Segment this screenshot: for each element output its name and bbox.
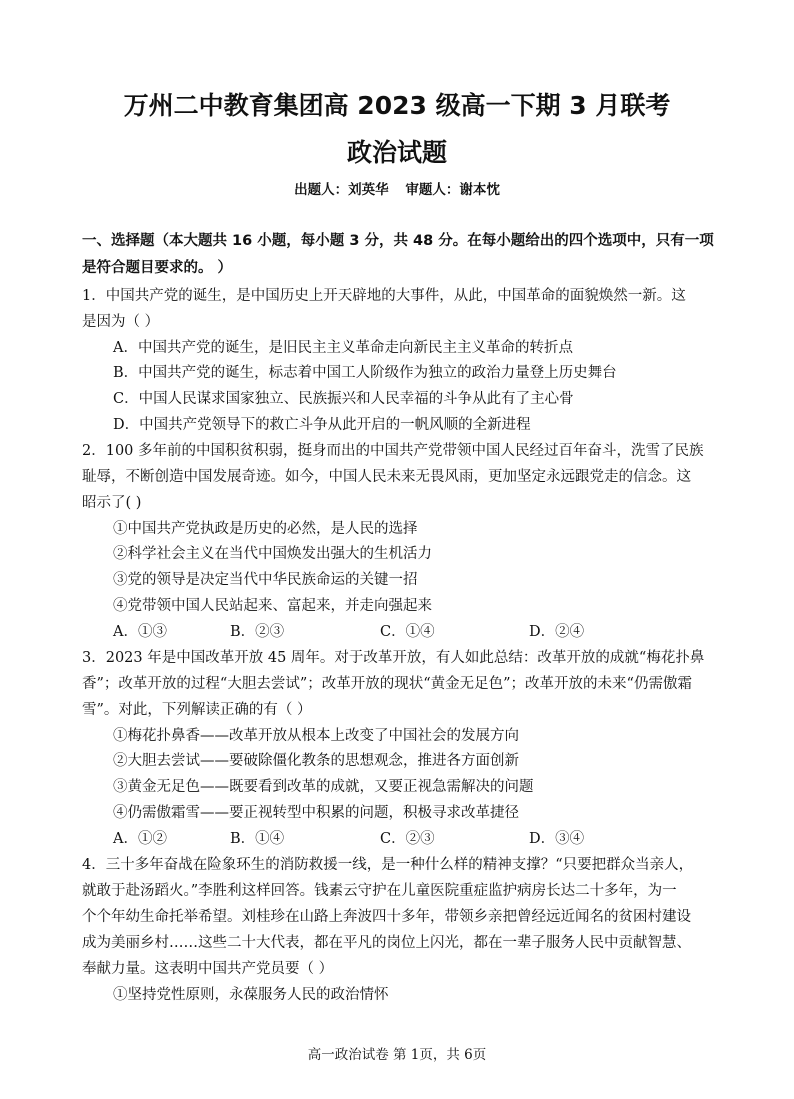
exam-authors bbox=[0, 178, 794, 198]
q3-statement-3: ③黄金无足色——既要看到改革的成就，又要正视急需解决的问题 bbox=[113, 779, 534, 795]
q3-stem-line-3: 雪”。对此，下列解读正确的有（ ） bbox=[82, 702, 312, 718]
q1-option-b: B．中国共产党的诞生，标志着中国工人阶级作为独立的政治力量登上历史舞台 bbox=[113, 365, 617, 381]
exam-subtitle: 政治试题 bbox=[346, 138, 447, 167]
q2-choice-b: B．②③ bbox=[230, 624, 285, 640]
q4-statement-1: ①坚持党性原则，永葆服务人民的政治情怀 bbox=[113, 987, 389, 1003]
q1-option-a: A．中国共产党的诞生，是旧民主主义革命走向新民主主义革命的转折点 bbox=[113, 340, 573, 356]
q4-stem-line-2: 就敢于赴汤蹈火。”李胜利这样回答。钱素云守护在儿童医院重症监护病房长达二十多年，为一 bbox=[82, 883, 677, 899]
q1-stem-line-1: 1．中国共产党的诞生，是中国历史上开天辟地的大事件，从此，中国革命的面貌焕然一新。这 bbox=[82, 288, 686, 304]
q1-option-c: C．中国人民谋求国家独立、民族振兴和人民幸福的斗争从此有了主心骨 bbox=[113, 391, 574, 407]
q4-stem-line-4: 成为美丽乡村……这些二十大代表，都在平凡的岗位上闪光，都在一辈子服务人民中贡献智慧、 bbox=[82, 935, 691, 951]
section-heading-line-1: 一、选择题（本大题共 16 小题，每小题 3 分，共 48 分。在每小题给出的四个选项中，只有一项 bbox=[82, 233, 714, 249]
q4-stem-line-3: 个个年幼生命托举希望。刘桂珍在山路上奔波四十多年，带领乡亲把曾经远近闻名的贫困村建设 bbox=[82, 909, 691, 925]
q3-statement-2: ②大胆去尝试——要破除僵化教条的思想观念，推进各方面创新 bbox=[113, 753, 519, 769]
q2-stem-line-2: 耻辱，不断创造中国发展奇迹。如今，中国人民未来无畏风雨，更加坚定永远跟党走的信念。这 bbox=[82, 469, 691, 485]
q1-option-d: D．中国共产党领导下的救亡斗争从此开启的一帆风顺的全新进程 bbox=[113, 417, 531, 433]
q3-choice-b: B．①④ bbox=[230, 831, 285, 847]
q2-choice-a: A．①③ bbox=[113, 624, 167, 640]
q2-stem-line-1: 2．100 多年前的中国积贫积弱，挺身而出的中国共产党带领中国人民经过百年奋斗，洗雪了民族 bbox=[82, 443, 704, 459]
q2-choice-c: C．①④ bbox=[380, 624, 435, 640]
reviewer-label: 审题人：谢本忱 bbox=[405, 182, 500, 198]
q2-choice-d: D．②④ bbox=[529, 624, 585, 640]
q3-stem-line-1: 3．2023 年是中国改革开放 45 周年。对于改革开放，有人如此总结：改革开放的成就“梅花扑鼻 bbox=[82, 650, 705, 666]
q3-statement-4: ④仍需傲霜雪——要正视转型中积累的问题，积极寻求改革捷径 bbox=[113, 805, 519, 821]
q4-stem-line-1: 4．三十多年奋战在险象环生的消防救援一线，是一种什么样的精神支撑？“只要把群众当亲人， bbox=[82, 857, 694, 873]
q3-choice-d: D．③④ bbox=[529, 831, 585, 847]
q3-choice-c: C．②③ bbox=[380, 831, 435, 847]
q3-stem-line-2: 香”；改革开放的过程“大胆去尝试”；改革开放的现状“黄金无足色”；改革开放的未来“仍需傲霜 bbox=[82, 676, 692, 692]
q4-stem-line-5: 奉献力量。这表明中国共产党员要（ ） bbox=[82, 961, 334, 977]
q3-choice-a: A．①② bbox=[113, 831, 167, 847]
q2-stem-line-3: 昭示了( ) bbox=[82, 495, 142, 511]
section-heading-line-2: 是符合题目要求的。 ） bbox=[82, 260, 233, 276]
q2-statement-2: ②科学社会主义在当代中国焕发出强大的生机活力 bbox=[113, 546, 432, 562]
author-label: 出题人：刘英华 bbox=[294, 182, 389, 198]
q2-statement-3: ③党的领导是决定当代中华民族命运的关键一招 bbox=[113, 572, 418, 588]
exam-title: 万州二中教育集团高 2023 级高一下期 3 月联考 bbox=[123, 91, 671, 120]
q3-statement-1: ①梅花扑鼻香——改革开放从根本上改变了中国社会的发展方向 bbox=[113, 728, 519, 744]
q2-statement-1: ①中国共产党执政是历史的必然，是人民的选择 bbox=[113, 521, 418, 537]
q1-stem-line-2: 是因为（ ） bbox=[82, 314, 160, 330]
q2-statement-4: ④党带领中国人民站起来、富起来，并走向强起来 bbox=[113, 598, 432, 614]
page-footer: 高一政治试卷 第 1页，共 6页 bbox=[307, 1047, 487, 1063]
